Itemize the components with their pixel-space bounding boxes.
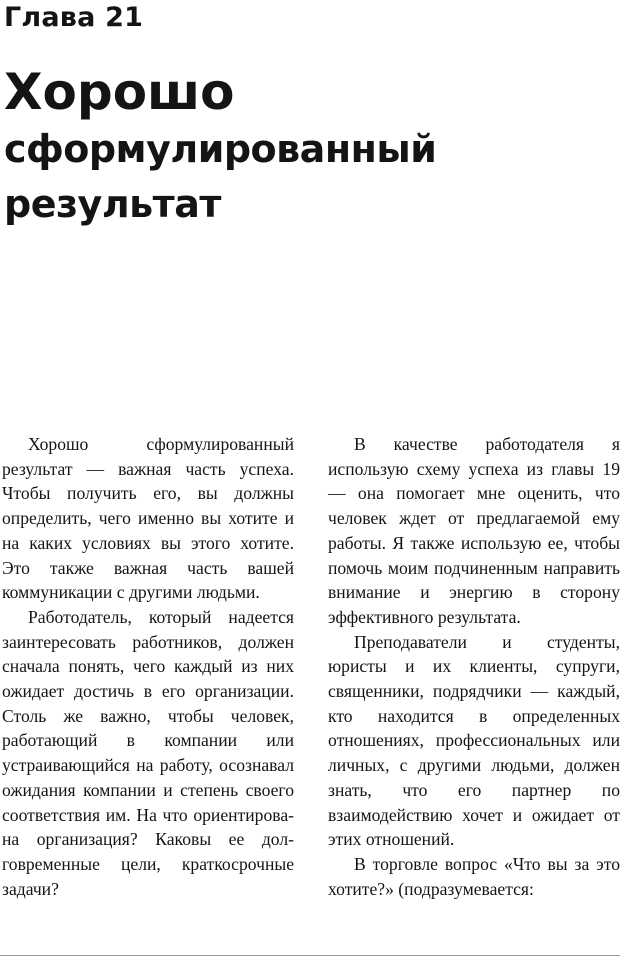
paragraph: Хорошо сформулированный результат — важная часть успеха. Чтобы получить его, вы должны определить, чего именно вы хотите и на каких условиях вы этого хотите. Это также важная часть вашей коммуникации с другими людьми. [2,434,294,603]
chapter-label: Глава 21 [4,2,144,33]
chapter-title [4,62,436,232]
chapter-title-line-2: сформулированный [4,127,437,171]
right-text-column [328,432,620,901]
left-text-column [2,432,294,901]
page-bottom-divider [0,955,620,956]
chapter-title-line-1: Хорошо [4,63,235,121]
paragraph: В торговле вопрос «Что вы за это хотите?» (подразумевается: [328,853,620,899]
chapter-title-line-3: результат [4,182,221,226]
paragraph: Преподаватели и студенты, юристы и их клиенты, супруги, священники, подрядчики — каждый, кто находится в определенных отношениях, профессиональных или личных, с другими людьми, должен знать, что его партнер по взаимодействию хочет и ожидает от этих отношений. [328,631,620,850]
paragraph: В качестве работодателя я использую схему успеха из главы 19 — она помогает мне оценить, что человек ждет от предлагаемой ему работы. Я также использую ее, чтобы помочь моим подчиненным направить внимание и энергию в сторону эффективного результата. [328,434,620,627]
paragraph: Работодатель, который надеется заинтересовать работников, должен сначала понять, чего каждый из них ожидает достичь в его организации. Столь же важно, чтобы человек, работающий в компании или устраивающийся на работу, осознавал ожидания компании и степень своего соответствия им. На что ориентирована организация? Каковы ее долговременные цели, краткосрочные задачи? [2,606,294,899]
